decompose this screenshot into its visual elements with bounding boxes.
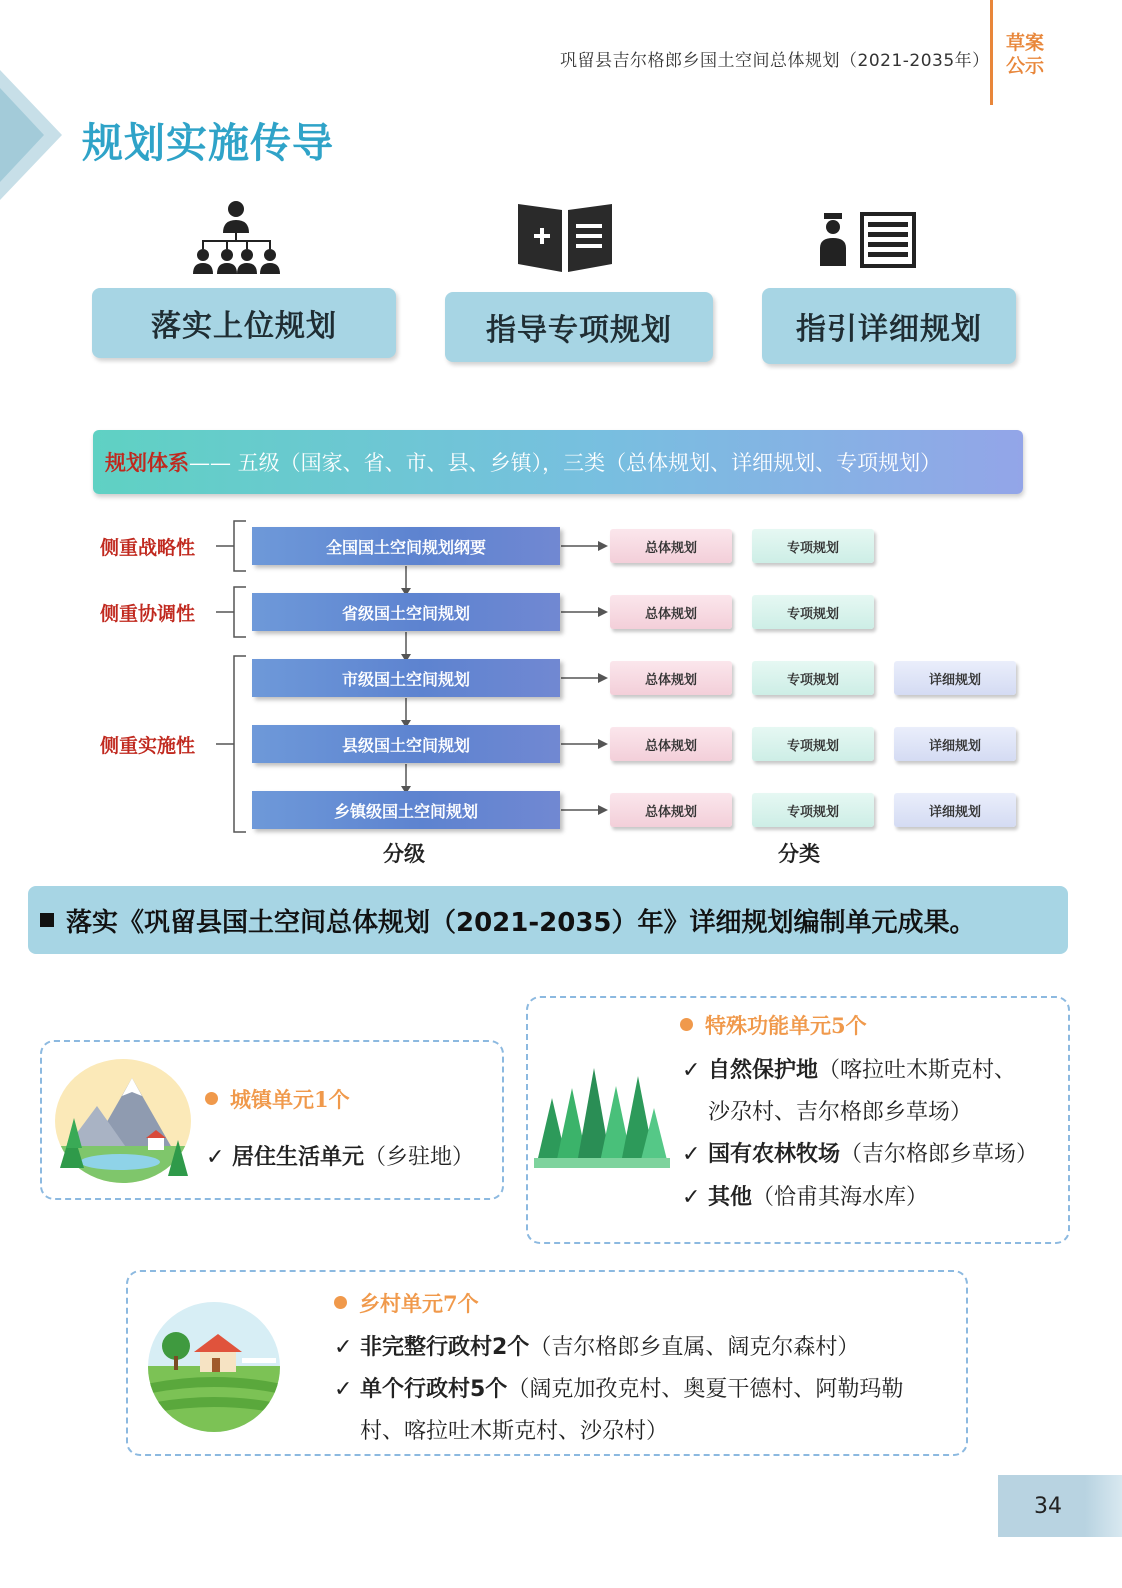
document-title: 巩留县吉尔格郎乡国土空间总体规划（2021-2035年） — [560, 51, 990, 71]
page-title: 规划实施传导 — [82, 119, 334, 167]
bullet-dot-icon — [205, 1092, 218, 1105]
cat-general-provincial: 总体规划 — [610, 595, 732, 629]
cat-special-provincial: 专项规划 — [752, 595, 874, 629]
forest-trees-icon — [534, 1058, 670, 1168]
page-number: 34 — [998, 1475, 1122, 1537]
special-item-2-bold: 国有农林牧场 — [708, 1142, 841, 1167]
special-unit-item-2 — [682, 1137, 1038, 1168]
rural-unit-item-2 — [334, 1372, 903, 1403]
cat-detail-city: 详细规划 — [894, 661, 1016, 695]
rural-item-2-bold: 单个行政村5个 — [360, 1377, 508, 1402]
cat-general-township: 总体规划 — [610, 793, 732, 827]
implementation-text: 落实《巩留县国土空间总体规划（2021-2035）年》详细规划编制单元成果。 — [66, 907, 976, 938]
label-strategic: 侧重战略性 — [100, 537, 196, 559]
check-icon: ✓ — [206, 1145, 225, 1170]
special-item-3-bold: 其他 — [708, 1185, 753, 1210]
special-unit-item-3 — [682, 1180, 928, 1211]
pillar-guide-detailed: 指引详细规划 — [762, 288, 1016, 364]
check-icon: ✓ — [682, 1058, 701, 1083]
label-implementation: 侧重实施性 — [100, 735, 196, 757]
landscape-mountain-icon — [52, 1058, 194, 1184]
cat-special-township: 专项规划 — [752, 793, 874, 827]
draft-badge-line2: 公示 — [1006, 55, 1045, 77]
level-national: 全国国土空间规划纲要 — [252, 527, 560, 565]
pillar-guide-special: 指导专项规划 — [445, 292, 713, 362]
cat-detail-county: 详细规划 — [894, 727, 1016, 761]
check-icon: ✓ — [334, 1377, 353, 1402]
implementation-banner — [28, 886, 1068, 954]
level-township: 乡镇级国土空间规划 — [252, 791, 560, 829]
cat-general-county: 总体规划 — [610, 727, 732, 761]
square-bullet-icon — [40, 913, 54, 927]
rural-unit-heading-text: 乡村单元7个 — [359, 1291, 479, 1316]
bullet-dot-icon — [680, 1018, 693, 1031]
special-unit-heading — [680, 1010, 867, 1040]
caption-categories: 分类 — [778, 842, 820, 866]
special-unit-item-1-cont: 沙尕村、吉尔格郎乡草场） — [708, 1100, 973, 1125]
special-unit-heading-text: 特殊功能单元5个 — [705, 1013, 867, 1038]
planning-system-text: —— 五级（国家、省、市、县、乡镇），三类（总体规划、详细规划、专项规划） — [189, 451, 942, 475]
special-unit-item-1 — [682, 1053, 1016, 1084]
bullet-dot-icon — [334, 1296, 347, 1309]
town-unit-heading-text: 城镇单元1个 — [230, 1087, 350, 1112]
rural-item-1-detail: （吉尔格郎乡直属、阔克尔森村） — [529, 1335, 860, 1360]
check-icon: ✓ — [682, 1185, 701, 1210]
check-icon: ✓ — [334, 1335, 353, 1360]
rural-item-2-detail: （阔克加孜克村、奥夏干德村、阿勒玛勒 — [507, 1377, 904, 1402]
cat-special-county: 专项规划 — [752, 727, 874, 761]
draft-badge-line1: 草案 — [1006, 32, 1045, 54]
town-unit-item — [206, 1140, 474, 1171]
cat-special-national: 专项规划 — [752, 529, 874, 563]
rural-unit-heading — [334, 1288, 479, 1318]
level-provincial: 省级国土空间规划 — [252, 593, 560, 631]
planning-system-lead: 规划体系 — [105, 450, 189, 475]
special-item-1-bold: 自然保护地 — [708, 1058, 819, 1083]
label-coordination: 侧重协调性 — [100, 603, 196, 625]
special-item-1-detail: （喀拉吐木斯克村、 — [818, 1058, 1017, 1083]
town-unit-item-detail: （乡驻地） — [364, 1145, 475, 1170]
cat-detail-township: 详细规划 — [894, 793, 1016, 827]
level-city: 市级国土空间规划 — [252, 659, 560, 697]
cat-special-city: 专项规划 — [752, 661, 874, 695]
cat-general-national: 总体规划 — [610, 529, 732, 563]
level-county: 县级国土空间规划 — [252, 725, 560, 763]
cat-general-city: 总体规划 — [610, 661, 732, 695]
rural-unit-item-2-cont: 村、喀拉吐木斯克村、沙尕村） — [360, 1419, 669, 1444]
check-icon: ✓ — [682, 1142, 701, 1167]
pillar-implement-superior: 落实上位规划 — [92, 288, 396, 358]
caption-levels: 分级 — [383, 842, 425, 866]
rural-unit-item-1 — [334, 1330, 859, 1361]
farmhouse-icon — [146, 1300, 282, 1434]
town-unit-heading — [205, 1084, 350, 1114]
rural-item-1-bold: 非完整行政村2个 — [360, 1335, 530, 1360]
town-unit-item-bold: 居住生活单元 — [232, 1145, 365, 1170]
special-item-3-detail: （恰甫其海水库） — [752, 1185, 929, 1210]
special-item-2-detail: （吉尔格郎乡草场） — [840, 1142, 1039, 1167]
